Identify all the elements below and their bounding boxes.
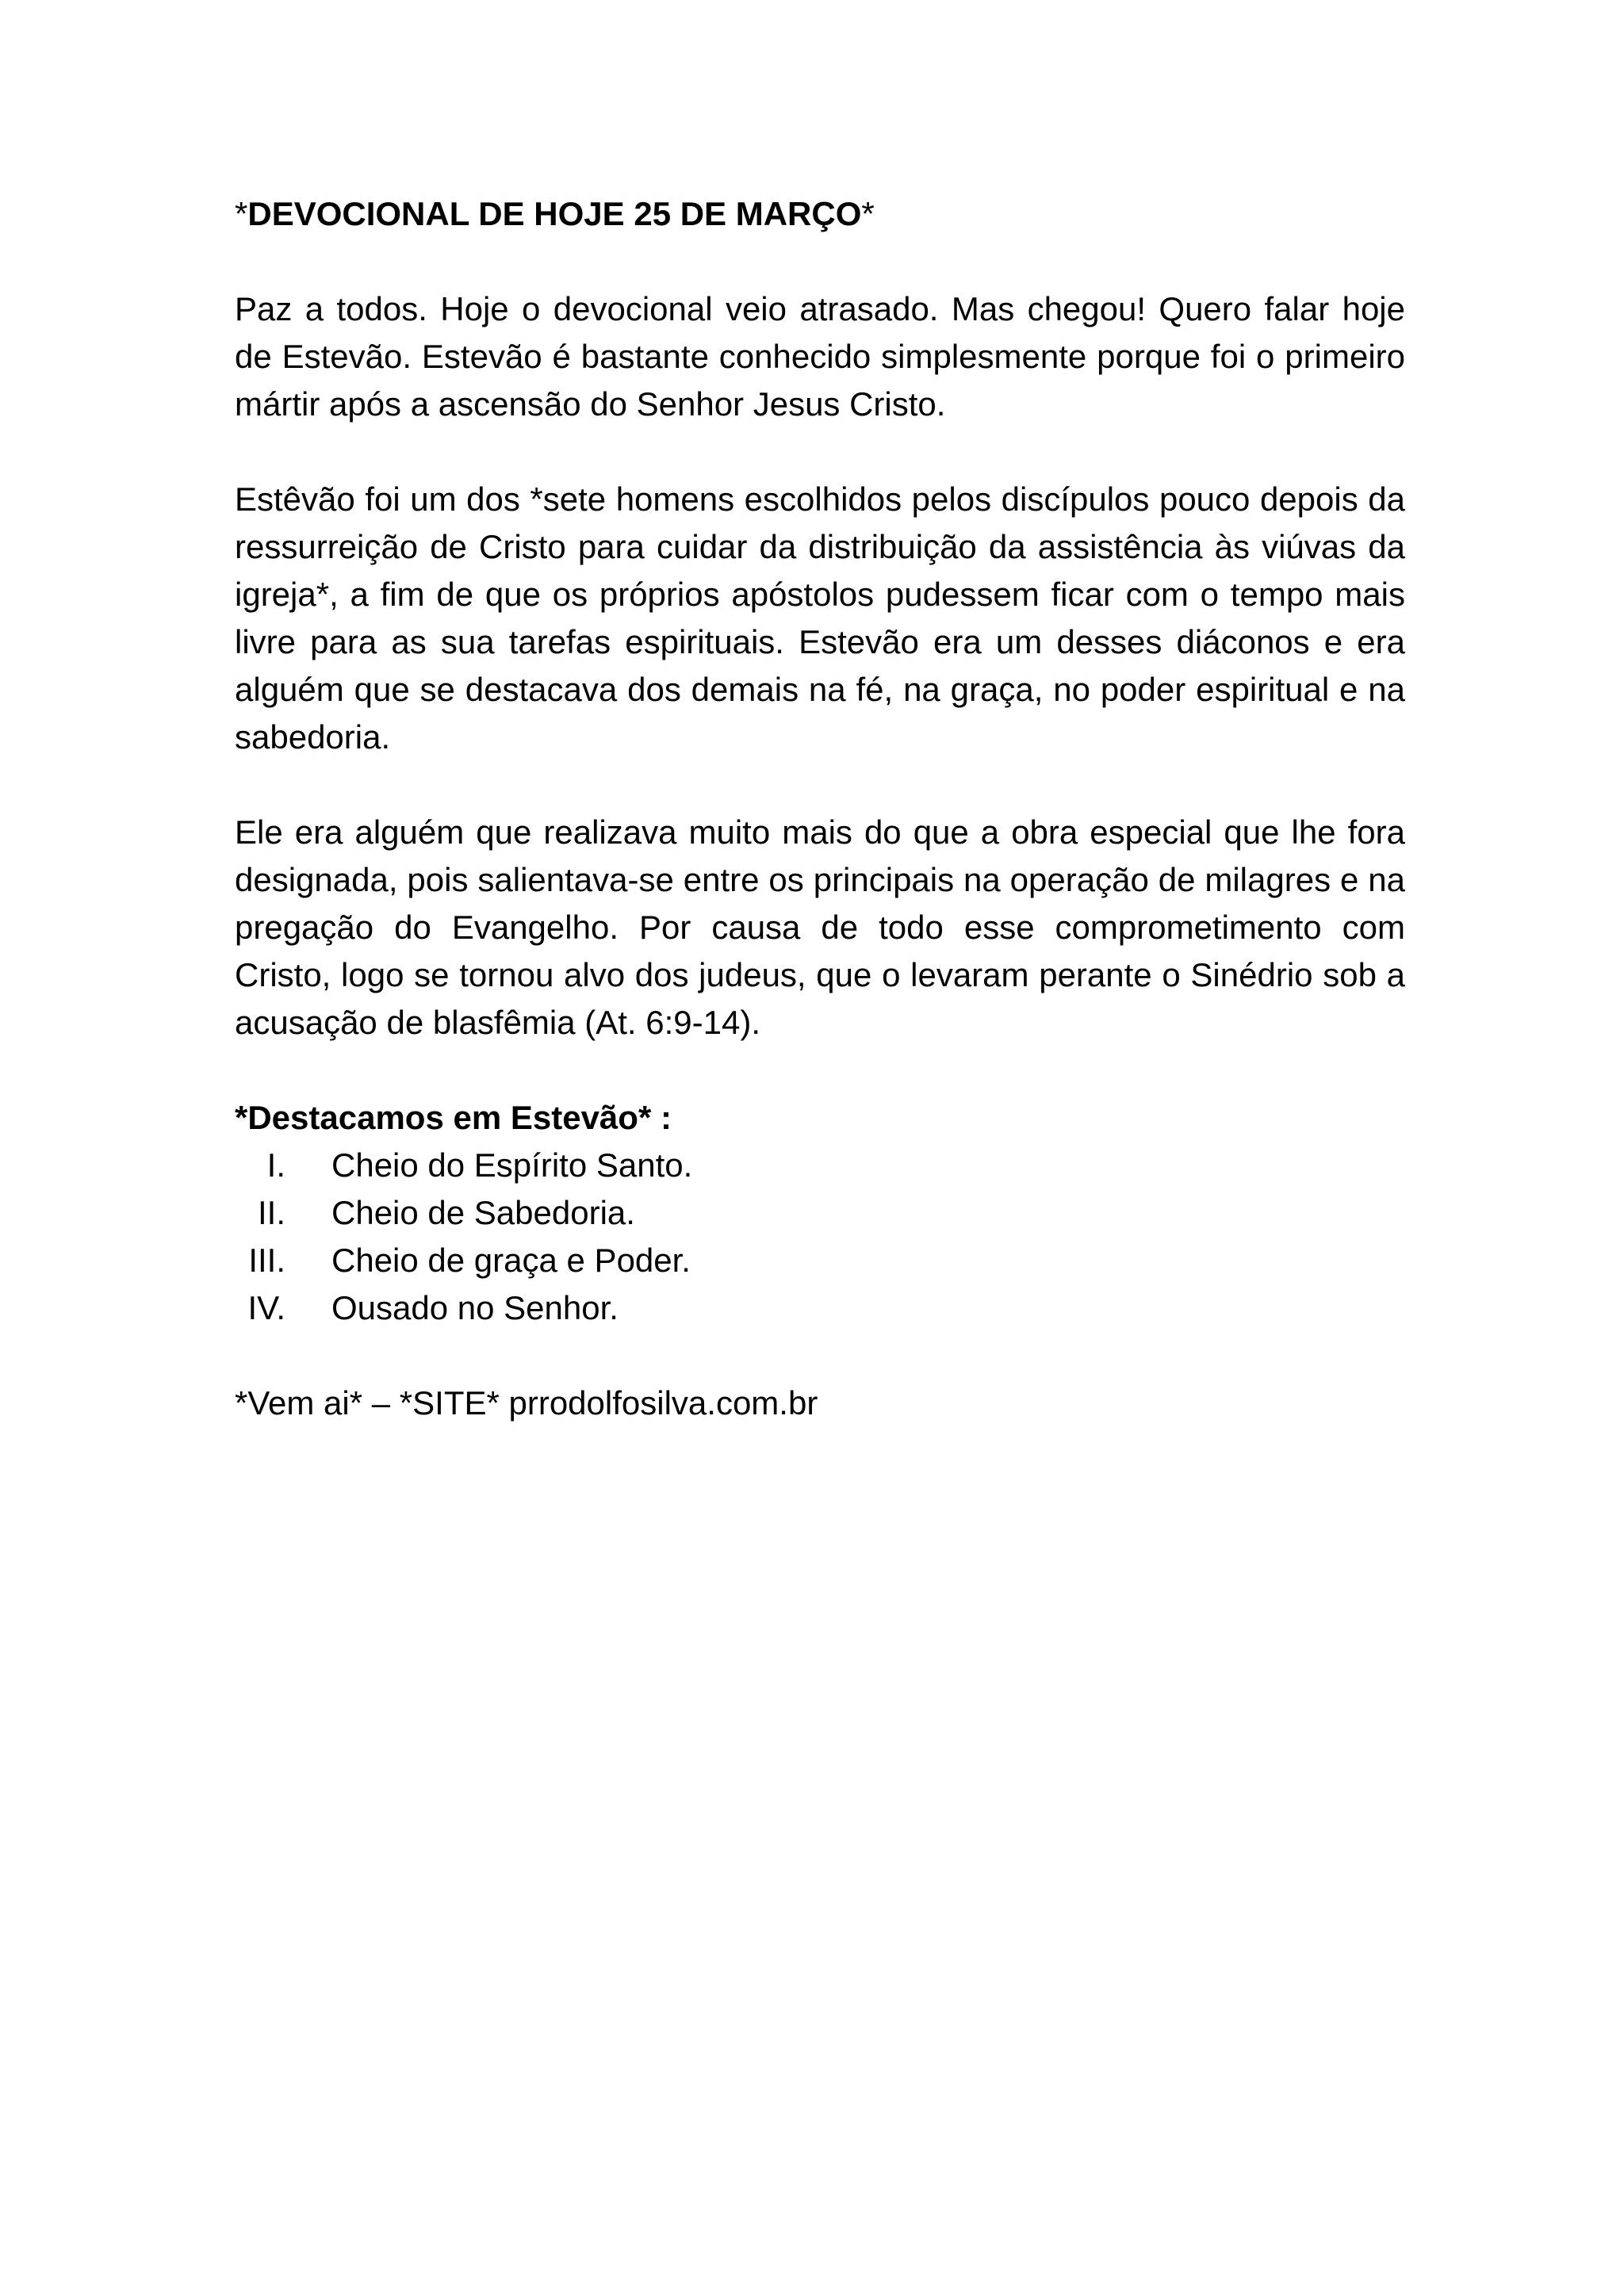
list-item-number: II. xyxy=(257,1194,285,1231)
list-item xyxy=(235,1189,1405,1237)
title-suffix: * xyxy=(861,195,875,232)
paragraph-intro: Paz a todos. Hoje o devocional veio atrasado. Mas chegou! Quero falar hoje de Estevão. Estevão é bastante conhecido simplesmente porque foi o primeiro mártir após a ascensão do Senhor Jesus Cristo. xyxy=(235,290,1405,423)
title-prefix: * xyxy=(235,195,248,232)
list-item-number: IV. xyxy=(247,1289,285,1326)
list-item-number: III. xyxy=(248,1242,285,1279)
list-item-text: Cheio de graça e Poder. xyxy=(331,1242,691,1279)
list-heading: *Destacamos em Estevão* : xyxy=(235,1099,672,1136)
footer-site-line: *Vem ai* – *SITE* prrodolfosilva.com.br xyxy=(235,1384,818,1422)
list-item xyxy=(235,1237,1405,1284)
list-item-text: Cheio do Espírito Santo. xyxy=(331,1146,693,1184)
document-page xyxy=(235,190,1405,1427)
list-item-number: I. xyxy=(266,1146,285,1184)
list-item-text: Ousado no Senhor. xyxy=(331,1289,619,1326)
list-item xyxy=(235,1284,1405,1332)
list-item xyxy=(235,1142,1405,1189)
paragraph-estevao: Estêvão foi um dos *sete homens escolhidos pelos discípulos pouco depois da ressurreição de Cristo para cuidar da distribuição da assistência às viúvas da igreja*, a fim de que os próprios apóstolos pudessem ficar com o tempo mais livre para as sua tarefas espirituais. Estevão era um desses diáconos e era alguém que se destacava dos demais na fé, na graça, no poder espiritual e na sabedoria. xyxy=(235,480,1405,756)
paragraph-accusation: Ele era alguém que realizava muito mais do que a obra especial que lhe fora designada, pois salientava-se entre os principais na operação de milagres e na pregação do Evangelho. Por causa de todo esse comprometimento com Cristo, logo se tornou alvo dos judeus, que o levaram perante o Sinédrio sob a acusação de blasfêmia (At. 6:9-14). xyxy=(235,813,1405,1041)
highlights-list xyxy=(235,1142,1405,1332)
list-item-text: Cheio de Sabedoria. xyxy=(331,1194,635,1231)
title-bold-text: DEVOCIONAL DE HOJE 25 DE MARÇO xyxy=(247,195,862,232)
document-title xyxy=(235,190,1405,238)
